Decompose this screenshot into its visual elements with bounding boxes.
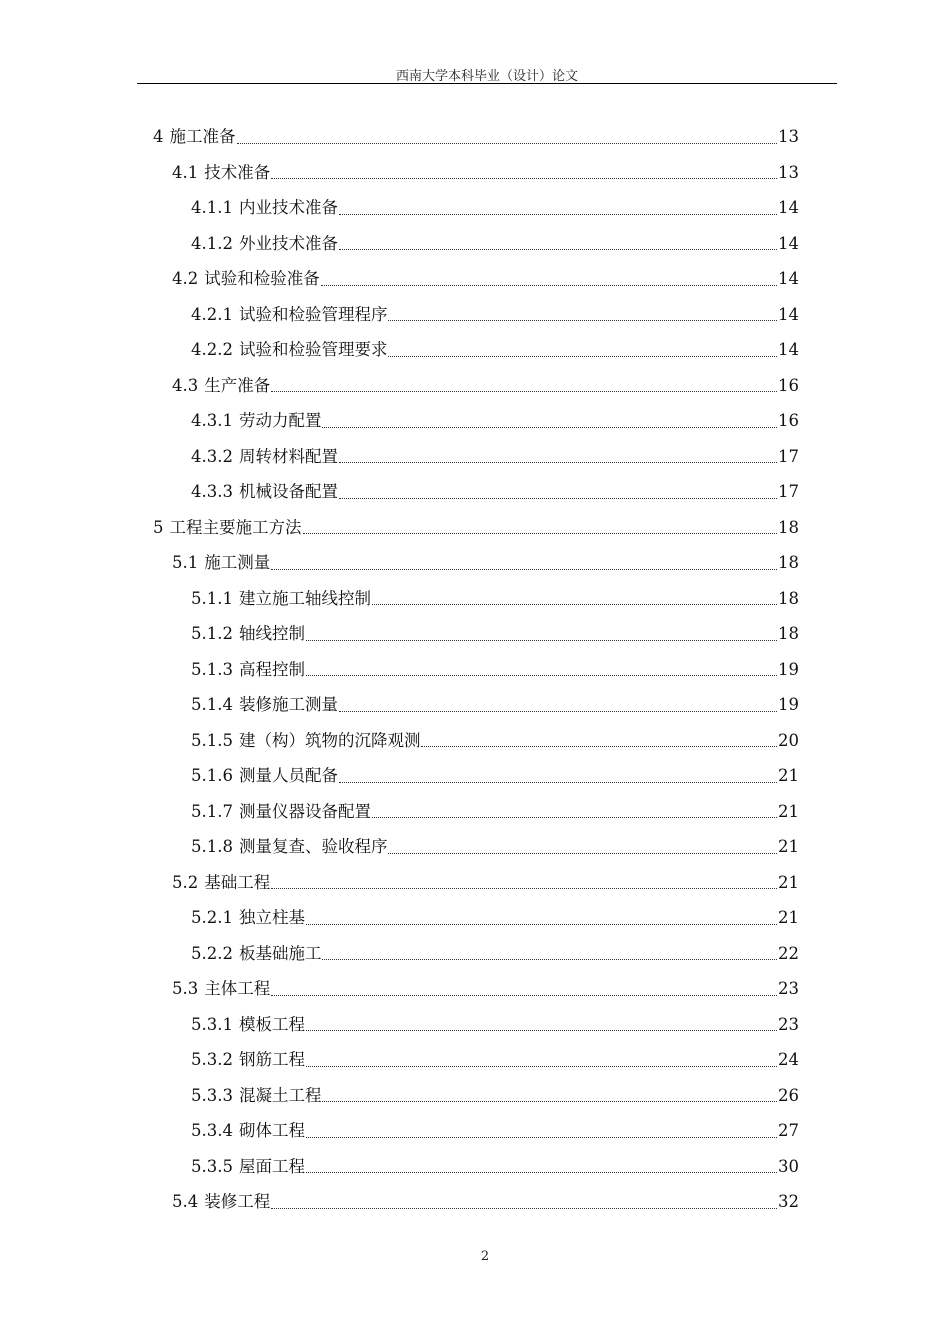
- toc-dot-leader: [306, 1137, 777, 1138]
- toc-entry-page: 14: [778, 340, 799, 359]
- toc-dot-leader: [306, 1066, 777, 1067]
- toc-dot-leader: [388, 356, 777, 357]
- toc-entry-title: 建立施工轴线控制: [238, 588, 371, 608]
- toc-entry-title: 建（构）筑物的沉降观测: [238, 730, 421, 750]
- toc-entry[interactable]: [153, 511, 799, 545]
- toc-entry[interactable]: [191, 227, 799, 261]
- toc-entry[interactable]: [191, 333, 799, 367]
- toc-entry-number: 4.3.1: [191, 411, 233, 430]
- toc-entry-page: 14: [778, 198, 799, 217]
- toc-entry-title: 主体工程: [204, 979, 271, 998]
- toc-entry-page: 17: [778, 446, 799, 466]
- toc-entry-number: 4.3.3: [191, 482, 233, 501]
- toc-entry-number: 4.2.1: [191, 304, 233, 324]
- toc-entry-number: 5.3.2: [191, 1050, 233, 1069]
- toc-entry-page: 30: [778, 1156, 799, 1176]
- toc-dot-leader: [271, 178, 777, 179]
- toc-entry-number: 4.3: [172, 375, 199, 395]
- toc-dot-leader: [388, 320, 777, 321]
- toc-entry-number: 4.2.2: [191, 340, 233, 359]
- toc-entry-title: 砌体工程: [238, 1121, 305, 1140]
- toc-entry[interactable]: [191, 404, 799, 438]
- toc-dot-leader: [339, 214, 777, 215]
- toc-entry-number: 4.1.2: [191, 233, 233, 253]
- toc-entry-page: 22: [778, 943, 799, 963]
- toc-entry-page: 14: [778, 269, 799, 288]
- toc-entry-number: 5.1.3: [191, 659, 233, 679]
- toc-entry-title: 施工测量: [204, 553, 271, 572]
- toc-entry-page: 19: [778, 659, 799, 679]
- toc-entry-number: 5.2.2: [191, 943, 233, 963]
- toc-entry-title: 试验和检验准备: [204, 269, 320, 288]
- toc-entry-title: 测量仪器设备配置: [238, 801, 371, 821]
- toc-entry-number: 5.4: [172, 1192, 199, 1211]
- toc-entry-page: 18: [778, 588, 799, 608]
- toc-entry[interactable]: [191, 582, 799, 616]
- toc-entry-page: 32: [778, 1192, 799, 1211]
- toc-entry[interactable]: [191, 653, 799, 687]
- toc-dot-leader: [306, 675, 777, 676]
- toc-entry[interactable]: [191, 1008, 799, 1042]
- toc-entry-title: 周转材料配置: [238, 446, 338, 466]
- toc-dot-leader: [372, 817, 777, 818]
- toc-dot-leader: [306, 924, 777, 925]
- toc-entry[interactable]: [172, 156, 799, 190]
- toc-entry-number: 5: [153, 517, 164, 537]
- toc-entry-number: 4.1: [172, 162, 199, 182]
- toc-entry-title: 独立柱基: [238, 908, 305, 927]
- toc-entry[interactable]: [172, 1185, 799, 1219]
- toc-entry-title: 装修工程: [204, 1192, 271, 1211]
- toc-entry-number: 5.3.4: [191, 1121, 233, 1140]
- toc-entry-page: 21: [778, 766, 799, 785]
- toc-entry[interactable]: [172, 972, 799, 1006]
- toc-entry-page: 24: [778, 1050, 799, 1069]
- toc-entry-page: 21: [778, 801, 799, 821]
- toc-entry-page: 27: [778, 1121, 799, 1140]
- toc-entry-title: 基础工程: [204, 872, 271, 892]
- toc-entry-number: 5.1.1: [191, 588, 233, 608]
- toc-entry-number: 5.1.6: [191, 766, 233, 785]
- toc-dot-leader: [271, 995, 777, 996]
- toc-entry[interactable]: [191, 475, 799, 509]
- toc-entry-page: 23: [778, 1014, 799, 1034]
- toc-entry-page: 14: [778, 233, 799, 253]
- toc-dot-leader: [306, 1030, 777, 1031]
- toc-entry-title: 测量复查、验收程序: [238, 837, 388, 856]
- toc-dot-leader: [306, 1172, 777, 1173]
- toc-entry-title: 屋面工程: [238, 1156, 305, 1176]
- toc-entry-title: 板基础施工: [238, 943, 322, 963]
- toc-entry-title: 高程控制: [238, 659, 305, 679]
- toc-entry[interactable]: [191, 759, 799, 793]
- toc-dot-leader: [339, 782, 777, 783]
- toc-entry[interactable]: [172, 546, 799, 580]
- toc-entry-title: 模板工程: [238, 1014, 305, 1034]
- toc-entry-title: 工程主要施工方法: [169, 517, 302, 537]
- toc-entry-page: 16: [778, 375, 799, 395]
- toc-entry-page: 21: [778, 872, 799, 892]
- toc-entry-page: 18: [778, 553, 799, 572]
- toc-entry[interactable]: [191, 830, 799, 864]
- toc-dot-leader: [306, 640, 777, 641]
- toc-entry-number: 5.3.3: [191, 1085, 233, 1105]
- toc-dot-leader: [271, 391, 777, 392]
- toc-entry-number: 5.3: [172, 979, 199, 998]
- toc-entry-number: 5.1.4: [191, 695, 233, 714]
- toc-entry-page: 19: [778, 695, 799, 714]
- toc-dot-leader: [388, 853, 777, 854]
- toc-entry-title: 劳动力配置: [238, 411, 322, 430]
- toc-dot-leader: [303, 533, 778, 534]
- toc-entry-page: 16: [778, 411, 799, 430]
- toc-entry-title: 混凝土工程: [238, 1085, 322, 1105]
- toc-entry-number: 4: [153, 127, 164, 146]
- toc-entry-page: 14: [778, 304, 799, 324]
- toc-entry-title: 外业技术准备: [238, 233, 338, 253]
- toc-dot-leader: [322, 959, 777, 960]
- toc-dot-leader: [271, 569, 777, 570]
- toc-entry-title: 轴线控制: [238, 624, 305, 643]
- toc-entry-title: 装修施工测量: [238, 695, 338, 714]
- toc-entry-page: 21: [778, 837, 799, 856]
- toc-entry[interactable]: [172, 866, 799, 900]
- toc-dot-leader: [271, 888, 777, 889]
- page-number: 2: [480, 1249, 490, 1264]
- toc-entry-title: 技术准备: [204, 162, 271, 182]
- toc-dot-leader: [372, 604, 777, 605]
- toc-entry-number: 5.3.1: [191, 1014, 233, 1034]
- toc-entry-page: 20: [778, 730, 799, 750]
- toc-entry-page: 21: [778, 908, 799, 927]
- toc-dot-leader: [339, 498, 777, 499]
- toc-entry-title: 钢筋工程: [238, 1050, 305, 1069]
- toc-entry[interactable]: [191, 1150, 799, 1184]
- toc-entry[interactable]: [191, 617, 799, 651]
- toc-entry[interactable]: [191, 901, 799, 935]
- toc-entry-title: 试验和检验管理要求: [238, 340, 388, 359]
- toc-entry-title: 测量人员配备: [238, 766, 338, 785]
- toc-dot-leader: [237, 143, 778, 144]
- toc-entry-number: 5.1.5: [191, 730, 233, 750]
- toc-entry-number: 5.1.8: [191, 837, 233, 856]
- toc-entry-number: 5.1: [172, 553, 199, 572]
- toc-entry[interactable]: [191, 688, 799, 722]
- toc-entry-page: 18: [778, 624, 799, 643]
- toc-entry[interactable]: [191, 795, 799, 829]
- toc-dot-leader: [421, 746, 777, 747]
- toc-entry[interactable]: [191, 1114, 799, 1148]
- toc-entry[interactable]: [172, 369, 799, 403]
- toc-entry-title: 机械设备配置: [238, 482, 338, 501]
- toc-entry-page: 13: [778, 162, 799, 182]
- toc-entry-title: 内业技术准备: [238, 198, 338, 217]
- toc-dot-leader: [339, 462, 777, 463]
- toc-dot-leader: [271, 1208, 777, 1209]
- toc-entry-title: 生产准备: [204, 375, 271, 395]
- toc-entry-title: 试验和检验管理程序: [238, 304, 388, 324]
- toc-entry[interactable]: [191, 1079, 799, 1113]
- toc-entry-number: 5.2.1: [191, 908, 233, 927]
- toc-entry-page: 17: [778, 482, 799, 501]
- toc-entry-page: 26: [778, 1085, 799, 1105]
- toc-entry-number: 5.2: [172, 872, 199, 892]
- toc-entry-page: 23: [778, 979, 799, 998]
- page-header-title: 西南大学本科毕业（设计）论文: [395, 69, 578, 84]
- toc-dot-leader: [322, 427, 777, 428]
- toc-entry-number: 4.3.2: [191, 446, 233, 466]
- toc-entry[interactable]: [191, 724, 799, 758]
- toc-entry-number: 5.1.7: [191, 801, 233, 821]
- toc-entry-number: 4.1.1: [191, 198, 233, 217]
- toc-entry[interactable]: [191, 191, 799, 225]
- toc-entry-number: 4.2: [172, 269, 199, 288]
- toc-entry-page: 18: [778, 517, 799, 537]
- toc-dot-leader: [339, 711, 777, 712]
- toc-entry[interactable]: [191, 440, 799, 474]
- toc-dot-leader: [339, 249, 777, 250]
- toc-entry-number: 5.1.2: [191, 624, 233, 643]
- toc-entry-number: 5.3.5: [191, 1156, 233, 1176]
- toc-entry[interactable]: [191, 1043, 799, 1077]
- toc-dot-leader: [322, 1101, 777, 1102]
- toc-entry[interactable]: [172, 262, 799, 296]
- header-divider: [137, 83, 837, 84]
- toc-entry[interactable]: [153, 120, 799, 154]
- toc-entry-page: 13: [778, 127, 799, 146]
- toc-entry[interactable]: [191, 937, 799, 971]
- toc-entry-title: 施工准备: [169, 127, 236, 146]
- toc-dot-leader: [321, 285, 777, 286]
- toc-entry[interactable]: [191, 298, 799, 332]
